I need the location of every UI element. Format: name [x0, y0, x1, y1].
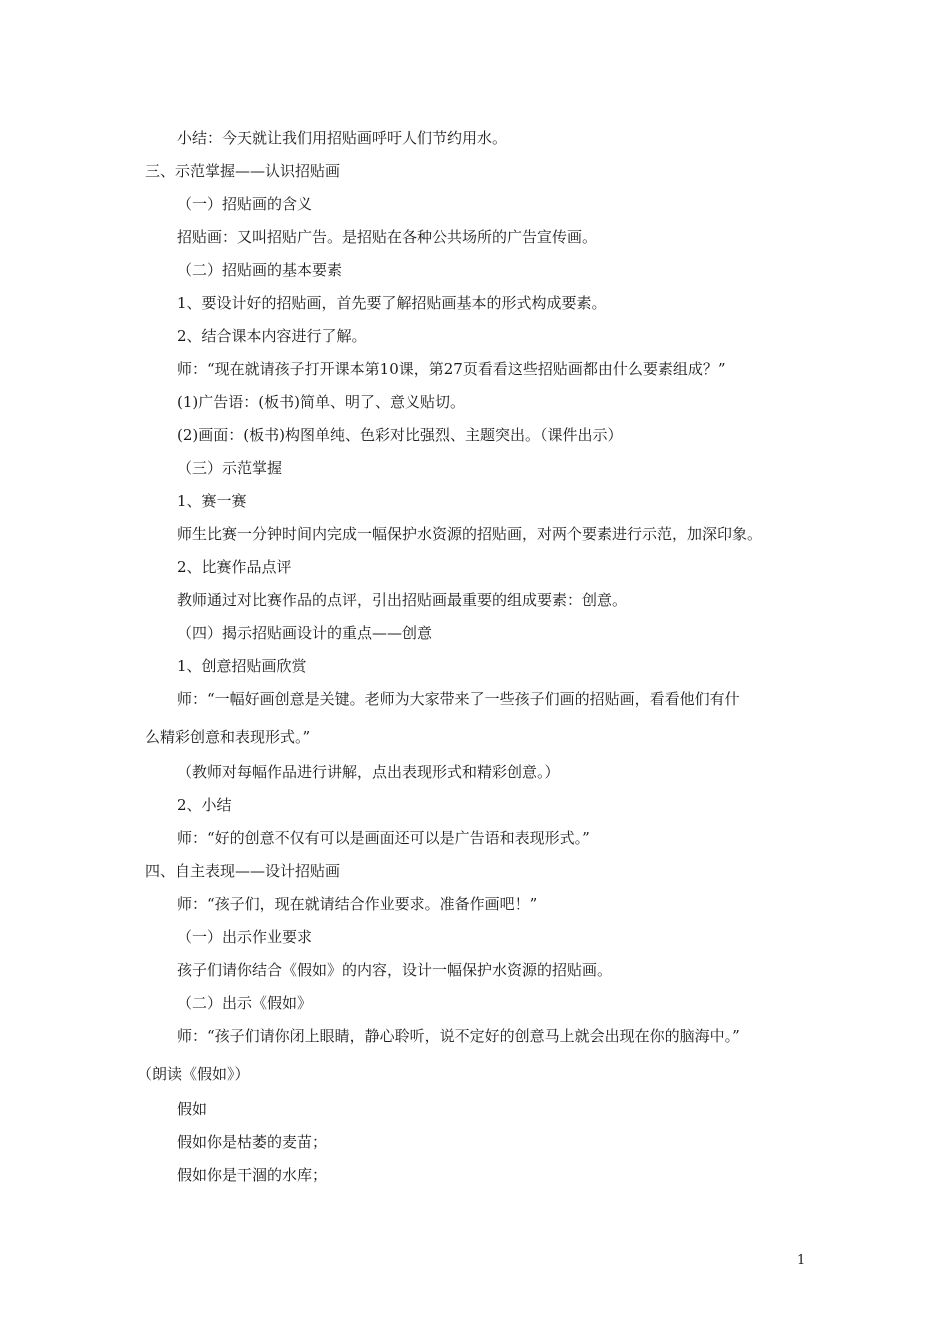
text-line: 2、比赛作品点评 — [177, 558, 292, 576]
text-line: 1、赛一赛 — [177, 492, 247, 510]
subsection-heading: （一）招贴画的含义 — [177, 195, 313, 213]
text-line: 师：“现在就请孩子打开课本第10课，第27页看看这些招贴画都由什么要素组成？” — [177, 360, 726, 378]
text-line: 师：“孩子们，现在就请结合作业要求。准备作画吧！” — [177, 895, 538, 913]
subsection-heading: （二）招贴画的基本要素 — [177, 261, 343, 279]
text-line: （教师对每幅作品进行讲解，点出表现形式和精彩创意。） — [177, 763, 560, 781]
text-line: 教师通过对比赛作品的点评，引出招贴画最重要的组成要素：创意。 — [177, 591, 628, 609]
text-line: (2)画面：(板书)构图单纯、色彩对比强烈、主题突出。（课件出示） — [177, 426, 623, 444]
text-line: 孩子们请你结合《假如》的内容，设计一幅保护水资源的招贴画。 — [177, 961, 613, 979]
text-line: 师：“一幅好画创意是关键。老师为大家带来了一些孩子们画的招贴画，看看他们有什 — [177, 690, 740, 708]
text-line: 1、要设计好的招贴画，首先要了解招贴画基本的形式构成要素。 — [177, 294, 607, 312]
poem-line: 假如你是枯萎的麦苗； — [177, 1133, 328, 1151]
text-line: (1)广告语：(板书)简单、明了、意义贴切。 — [177, 393, 465, 411]
text-line: （朗读《假如》） — [137, 1065, 250, 1083]
text-line: 小结：今天就让我们用招贴画呼吁人们节约用水。 — [177, 129, 508, 147]
subsection-heading: （三）示范掌握 — [177, 459, 283, 477]
text-line: 师：“好的创意不仅有可以是画面还可以是广告语和表现形式。” — [177, 829, 590, 847]
page-number: 1 — [797, 1253, 806, 1268]
subsection-heading: （一）出示作业要求 — [177, 928, 313, 946]
text-line: 招贴画：又叫招贴广告。是招贴在各种公共场所的广告宣传画。 — [177, 228, 598, 246]
text-line: 2、结合课本内容进行了解。 — [177, 327, 367, 345]
subsection-heading: （四）揭示招贴画设计的重点——创意 — [177, 624, 433, 642]
text-line: 师：“孩子们请你闭上眼睛，静心聆听，说不定好的创意马上就会出现在你的脑海中。” — [177, 1027, 740, 1045]
text-line: 1、创意招贴画欣赏 — [177, 657, 307, 675]
text-line: 么精彩创意和表现形式。” — [145, 728, 311, 746]
subsection-heading: （二）出示《假如》 — [177, 994, 313, 1012]
poem-line: 假如你是干涸的水库； — [177, 1166, 328, 1184]
poem-title: 假如 — [177, 1100, 208, 1118]
text-line: 2、小结 — [177, 796, 232, 814]
section-heading: 四、自主表现——设计招贴画 — [145, 862, 341, 880]
section-heading: 三、示范掌握——认识招贴画 — [145, 162, 341, 180]
text-line: 师生比赛一分钟时间内完成一幅保护水资源的招贴画，对两个要素进行示范，加深印象。 — [177, 525, 763, 543]
